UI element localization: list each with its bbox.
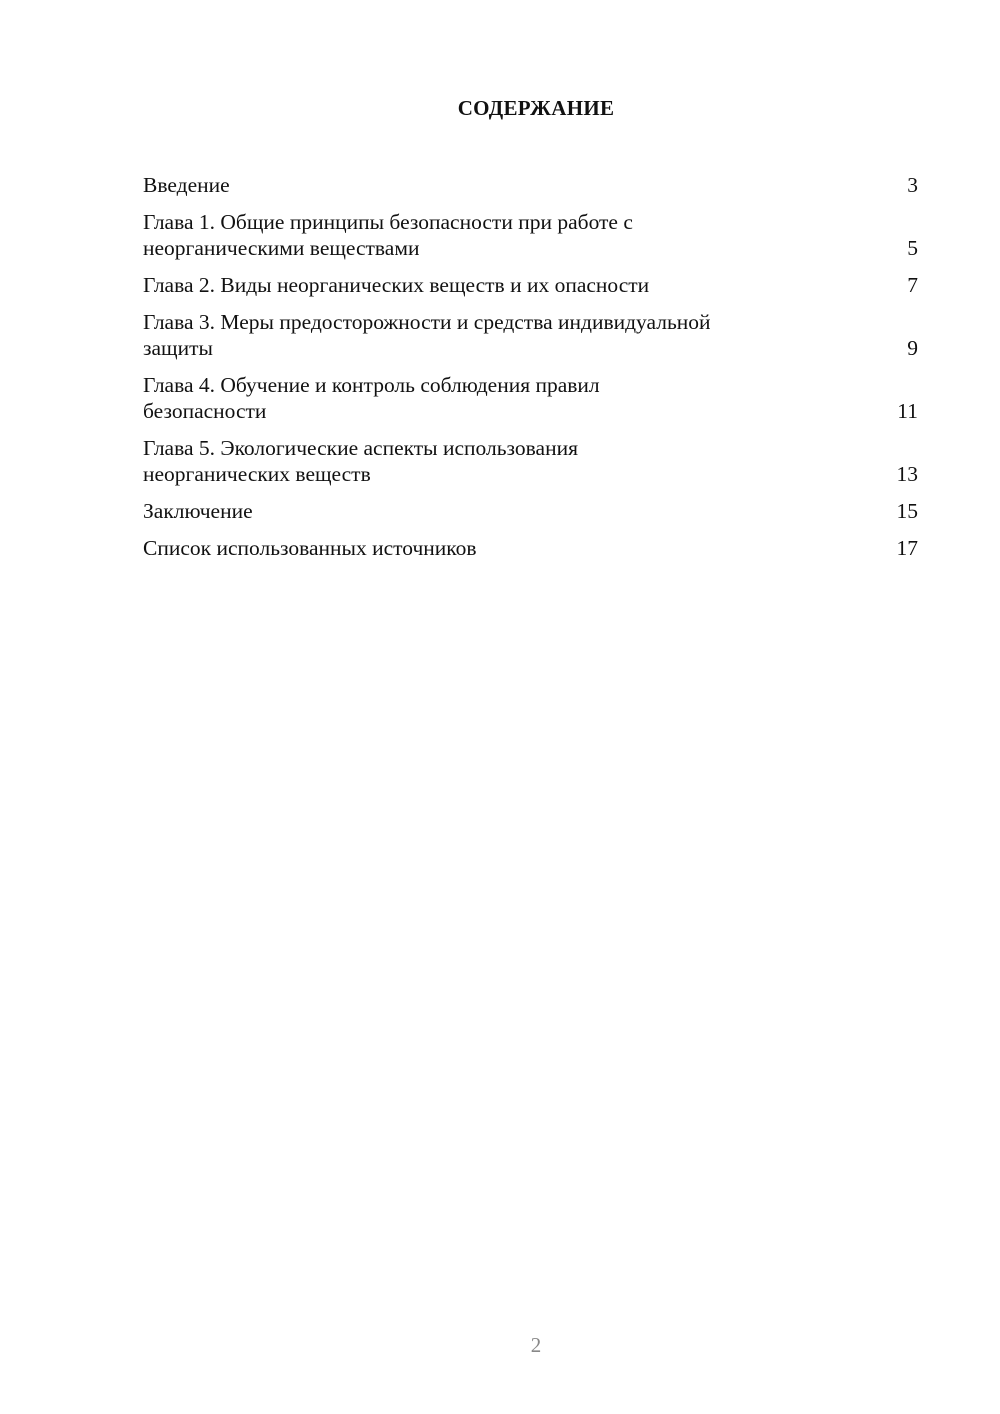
toc-entry-label-line: безопасности [143,399,267,423]
toc-entry-label-line: Глава 5. Экологические аспекты использования [143,436,578,460]
table-of-contents [143,172,918,572]
toc-entry-label-line: неорганических веществ [143,462,371,486]
toc-entry-label [143,172,888,198]
toc-entry-label-line: Глава 4. Обучение и контроль соблюдения правил [143,373,600,397]
toc-entry-page: 7 [907,273,918,297]
toc-entry[interactable] [143,498,918,524]
toc-entry-page: 5 [907,236,918,260]
toc-entry-label [143,435,888,487]
toc-entry[interactable] [143,209,918,261]
toc-entry-label-line: Глава 1. Общие принципы безопасности при работе с [143,210,633,234]
toc-entry-label [143,309,888,361]
toc-entry-page: 9 [907,336,918,360]
toc-entry-label [143,498,888,524]
toc-entry[interactable] [143,309,918,361]
toc-entry-page: 17 [896,536,918,560]
toc-entry-label [143,272,888,298]
toc-entry-page: 13 [896,462,918,486]
toc-entry[interactable] [143,172,918,198]
toc-entry[interactable] [143,372,918,424]
toc-entry[interactable] [143,435,918,487]
toc-entry-label-line: Заключение [143,499,253,523]
toc-entry-label-line: Глава 2. Виды неорганических веществ и их опасности [143,273,650,297]
toc-entry-label-line: неорганическими веществами [143,236,420,260]
toc-title: СОДЕРЖАНИЕ [457,96,615,120]
toc-entry-page: 3 [907,173,918,197]
toc-entry-label-line: Глава 3. Меры предосторожности и средства индивидуальной [143,310,711,334]
toc-entry-label [143,209,888,261]
toc-entry[interactable] [143,535,918,561]
toc-entry-label-line: защиты [143,336,213,360]
page-number: 2 [530,1333,542,1357]
toc-entry-label-line: Список использованных источников [143,536,477,560]
toc-entry-label [143,535,888,561]
toc-entry-label [143,372,888,424]
toc-entry-page: 11 [897,399,918,423]
toc-entry[interactable] [143,272,918,298]
toc-entry-label-line: Введение [143,173,230,197]
toc-entry-page: 15 [896,499,918,523]
